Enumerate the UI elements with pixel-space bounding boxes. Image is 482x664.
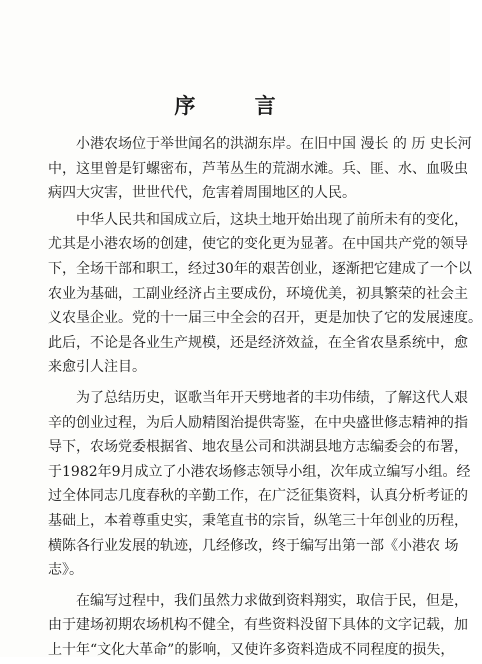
text-line: 在编写过程中，我们虽然力求做到资料翔实，取信于民，但是， [76,592,468,609]
paragraph [48,208,482,380]
text-line: 病四大灾害，世世代代，危害着周围地区的人民。 [48,185,356,202]
text-line: 尤其是小港农场的创建，使它的变化更为显著。在中国共产党的领导 [48,236,468,253]
paragraph [48,132,472,206]
preface-body [48,132,482,664]
text-line: 由于建场初期农场机构不健全，有些资料没留下具体的文字记载，加 [48,617,468,634]
text-line: 于1982年9月成立了小港农场修志领导小组，次年成立编写小组。经 [48,463,471,480]
text-line: 过全体同志几度春秋的辛勤工作，在广泛征集资料，认真分析考证的 [48,488,468,505]
paragraph [48,589,468,663]
text-line: 小港农场位于举世闻名的洪湖东岸。在旧中国 漫长 的 历 史长河 [76,136,472,152]
text-line: 下，全场干部和职工，经过30年的艰苦创业，逐渐把它建成了一个以 [48,260,472,277]
text-line: 中华人民共和国成立后，这块土地开始出现了前所未有的变化， [76,211,468,228]
page-title: 序 言 [174,93,302,118]
text-line: 上十年“文化大革命”的影响，又使许多资料造成不同程度的损失， [48,641,455,658]
text-line: 义农垦企业。党的十一届三中全会的召开，更是加快了它的发展速度。 [48,310,482,327]
text-line: 农业为基础，工副业经济占主要成份，环境优美，初具繁荣的社会主 [48,285,468,302]
text-line: 基础上，本着尊重史实，秉笔直书的宗旨，纵笔三十年创业的历程， [48,512,468,529]
text-line: 来愈引人注目。 [48,359,146,376]
text-line: 此后，不论是各业生产规模，还是经济效益，在全省农垦系统中，愈 [48,334,468,351]
text-line: 横陈各行业发展的轨迹，几经修改，终于编写出第一部《小港农 场 [48,537,459,554]
text-line: 中，这里曾是钉螺密布，芦苇丛生的荒湖水滩。兵、匪、水、血吸虫 [48,160,468,177]
paragraph [48,386,471,583]
text-line: 志》。 [48,562,83,579]
text-line: 为了总结历史，讴歌当年开天劈地者的丰功伟绩，了解这代人艰 [76,389,468,406]
text-line: 辛的创业过程，为后人励精图治提供寄鉴，在中央盛世修志精神的指 [48,414,468,431]
text-line: 导下，农场党委根据省、地农垦公司和洪湖县地方志编委会的布署， [48,439,468,456]
